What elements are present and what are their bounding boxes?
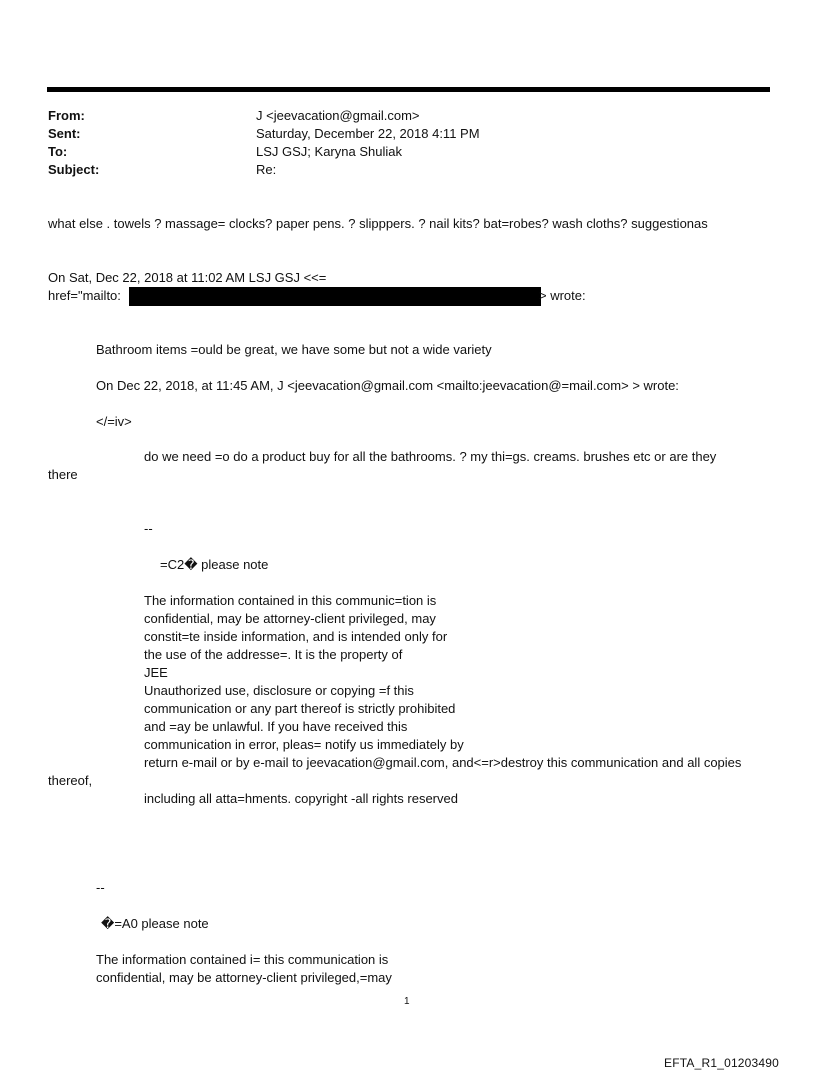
bates-number: EFTA_R1_01203490 bbox=[664, 1056, 780, 1070]
div-tag: </=iv> bbox=[96, 414, 132, 429]
sent-label: Sent: bbox=[48, 126, 81, 141]
from-label: From: bbox=[48, 108, 85, 123]
to-label: To: bbox=[48, 144, 68, 159]
subject-label: Subject: bbox=[48, 162, 100, 177]
sig1-wrap: thereof, bbox=[48, 773, 93, 788]
sig1-line: constit=te inside information, and is intended only for bbox=[144, 629, 448, 644]
sig1-line: return e-mail or by e-mail to jeevacation@gmail.com, and<=r>destroy this communication and all copies bbox=[144, 755, 742, 770]
quote1-header-line2-start: href="mailto: bbox=[48, 288, 121, 303]
sig1-line: confidential, may be attorney-client privileged, may bbox=[144, 611, 436, 626]
sent-value: Saturday, December 22, 2018 4:11 PM bbox=[256, 126, 480, 141]
main-message: what else . towels ? massage= clocks? paper pens. ? slipppers. ? nail kits? bat=robes? wash cloths? suggestionas bbox=[48, 216, 708, 231]
quote1-header-line1: On Sat, Dec 22, 2018 at 11:02 AM LSJ GSJ <<= bbox=[48, 270, 327, 285]
sig1-line: communication in error, pleas= notify us immediately by bbox=[144, 737, 464, 752]
quote2-header: On Dec 22, 2018, at 11:45 AM, J <jeevacation@gmail.com <mailto:jeevacation@=mail.com> > wrote: bbox=[96, 378, 679, 393]
page-number: 1 bbox=[404, 996, 410, 1007]
quote2-line1: do we need =o do a product buy for all the bathrooms. ? my thi=gs. creams. brushes etc or are they bbox=[144, 449, 717, 464]
subject-value: Re: bbox=[256, 162, 277, 177]
sig2-line: confidential, may be attorney-client privileged,=may bbox=[96, 970, 392, 985]
sig1-last: including all atta=hments. copyright -all rights reserved bbox=[144, 791, 458, 806]
quote1-text: Bathroom items =ould be great, we have some but not a wide variety bbox=[96, 342, 492, 357]
sig1-line: the use of the addresse=. It is the property of bbox=[144, 647, 403, 662]
to-value: LSJ GSJ; Karyna Shuliak bbox=[256, 144, 402, 159]
sig1-dashes: -- bbox=[144, 521, 153, 536]
header-rule bbox=[47, 87, 770, 92]
quote1-header-line2-end: > wrote: bbox=[539, 288, 586, 303]
redaction-bar bbox=[129, 287, 541, 306]
sig1-note: =C2� please note bbox=[160, 557, 269, 572]
sig1-line: communication or any part thereof is strictly prohibited bbox=[144, 701, 456, 716]
sig2-dashes: -- bbox=[96, 880, 105, 895]
sig1-line: JEE bbox=[144, 665, 168, 680]
from-value: J <jeevacation@gmail.com> bbox=[256, 108, 420, 123]
sig2-note: �=A0 please note bbox=[101, 916, 209, 931]
sig1-line: and =ay be unlawful. If you have received this bbox=[144, 719, 408, 734]
sig2-line: The information contained i= this communication is bbox=[96, 952, 389, 967]
sig1-line: Unauthorized use, disclosure or copying =f this bbox=[144, 683, 414, 698]
sig1-line: The information contained in this communic=tion is bbox=[144, 593, 437, 608]
quote2-line2: there bbox=[48, 467, 78, 482]
